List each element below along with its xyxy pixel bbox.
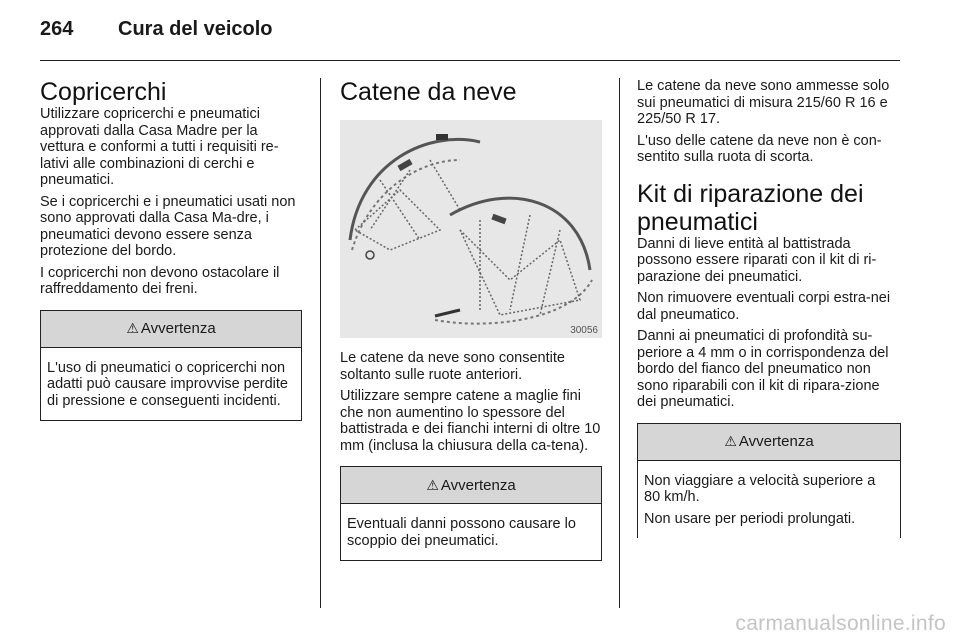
warning-text: Non viaggiare a velocità superiore a 80 km/h.	[644, 472, 876, 505]
figure-number: 30056	[570, 325, 598, 336]
warning-box	[40, 310, 302, 422]
page-header	[40, 18, 900, 54]
warning-title: Avvertenza	[440, 476, 516, 494]
section-title: Cura del veicolo	[118, 18, 273, 40]
paragraph: Non rimuovere eventuali corpi estra-nei dal pneumatico.	[637, 290, 891, 323]
warning-title: Avvertenza	[738, 433, 814, 450]
paragraph: Se i copricerchi e i pneumatici usati non sono approvati dalla Casa Ma-dre, i pneumatici devono essere senza protezione del bordo.	[40, 193, 296, 259]
paragraph: I copricerchi non devono ostacolare il raffreddamento dei freni.	[40, 264, 280, 297]
warning-text: Eventuali danni possono causare lo scoppio dei pneumatici.	[347, 516, 576, 549]
paragraph: Danni ai pneumatici di profondità su-periore a 4 mm o in corrispondenza del bordo del fianco del pneumatico non sono riparabili con il kit di ripara-zione dei pneumatici.	[637, 328, 889, 410]
column-1	[40, 78, 302, 421]
warning-box	[340, 466, 602, 561]
column-divider-2	[619, 78, 620, 608]
warning-header	[41, 311, 301, 348]
heading-kit-riparazione: Kit di riparazione dei pneumatici	[637, 179, 864, 236]
paragraph: Utilizzare sempre catene a maglie fini che non aumentino lo spessore del battistrada e dei fianchi interni di oltre 10 mm (inclusa la chiusura della ca-tena).	[340, 388, 601, 454]
warning-box	[637, 423, 901, 539]
header-divider	[40, 60, 900, 61]
warning-body	[41, 348, 301, 421]
watermark: carmanualsonline.info	[735, 612, 946, 635]
warning-triangle-icon: ⚠	[724, 433, 737, 449]
paragraph: Le catene da neve sono consentite soltanto sulle ruote anteriori.	[340, 350, 565, 383]
warning-title: Avvertenza	[140, 320, 216, 337]
heading-copricerchi: Copricerchi	[40, 78, 167, 106]
warning-text: Non usare per periodi prolungati.	[644, 510, 856, 527]
snow-chain-drawing	[340, 120, 602, 338]
snow-chain-illustration	[340, 120, 602, 338]
warning-header	[341, 467, 601, 504]
column-divider-1	[320, 78, 321, 608]
warning-triangle-icon: ⚠	[126, 320, 139, 336]
warning-body	[638, 461, 900, 539]
warning-header	[638, 424, 900, 461]
page-number: 264	[40, 18, 74, 40]
paragraph: Le catene da neve sono ammesse solo sui pneumatici di misura 215/60 R 16 e 225/50 R 17.	[637, 78, 890, 127]
warning-text: L'uso di pneumatici o copricerchi non adatti può causare improvvise perdite di pressione e conseguenti incidenti.	[47, 359, 288, 409]
paragraph: Utilizzare copricerchi e pneumatici approvati dalla Casa Madre per la vettura e conformi a tutti i requisiti re-lativi alle combinazioni di cerchi e pneumatici.	[40, 106, 279, 188]
heading-catene-da-neve: Catene da neve	[340, 78, 517, 106]
paragraph: Danni di lieve entità al battistrada possono essere riparati con il kit di ri-parazione dei pneumatici.	[637, 235, 877, 285]
column-3	[637, 78, 901, 538]
paragraph: L'uso delle catene da neve non è con-sentito sulla ruota di scorta.	[637, 132, 882, 165]
warning-body	[341, 504, 601, 560]
warning-triangle-icon: ⚠	[426, 476, 439, 493]
column-2	[340, 78, 602, 561]
